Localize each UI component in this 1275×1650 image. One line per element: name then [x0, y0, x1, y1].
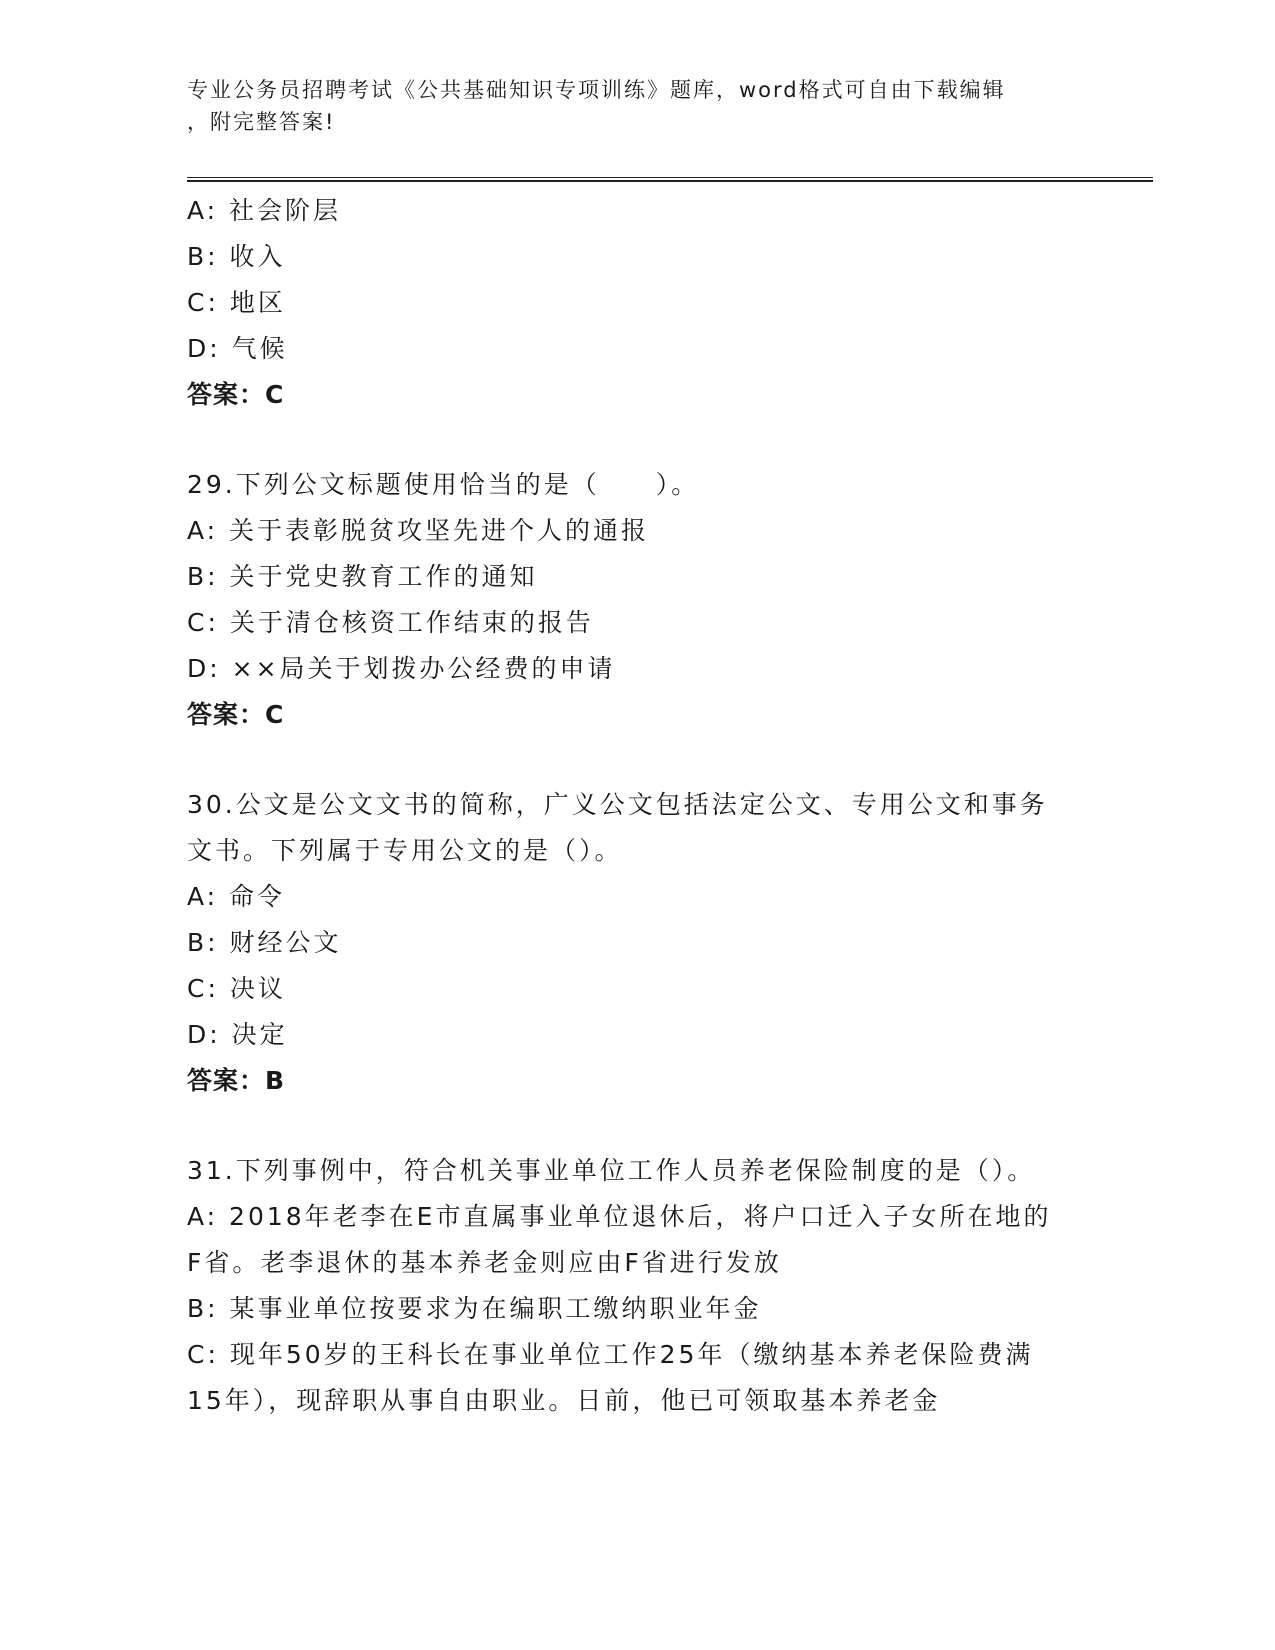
option-b: B: 关于党史教育工作的通知 [187, 562, 538, 591]
question-stem-continued: 文书。下列属于专用公文的是（）。 [187, 836, 623, 865]
option-a: A: 关于表彰脱贫攻坚先进个人的通报 [187, 516, 650, 545]
page-header [187, 74, 1067, 138]
option-d: D: 气候 [187, 334, 288, 363]
question-30 [187, 782, 1087, 1104]
option-b: B: 收入 [187, 242, 286, 271]
question-31 [187, 1148, 1087, 1424]
question-content [187, 188, 1087, 1424]
question-stem: 31.下列事例中，符合机关事业单位工作人员养老保险制度的是（）。 [187, 1156, 1036, 1185]
option-a-continued: F省。老李退休的基本养老金则应由F省进行发放 [187, 1248, 782, 1277]
option-a: A: 2018年老李在E市直属事业单位退休后，将户口迁入子女所在地的 [187, 1202, 1052, 1231]
option-c: C: 关于清仓核资工作结束的报告 [187, 608, 594, 637]
option-b: B: 某事业单位按要求为在编职工缴纳职业年金 [187, 1294, 762, 1323]
question-29 [187, 462, 1087, 738]
option-c: C: 地区 [187, 288, 286, 317]
question-stem: 29.下列公文标题使用恰当的是（ ）。 [187, 470, 700, 499]
option-a: A: 命令 [187, 882, 286, 911]
question-stem: 30.公文是公文文书的简称，广义公文包括法定公文、专用公文和事务 [187, 790, 1048, 819]
answer: 答案：C [187, 700, 285, 729]
option-c: C: 现年50岁的王科长在事业单位工作25年（缴纳基本养老保险费满 [187, 1340, 1034, 1369]
option-c-continued: 15年），现辞职从事自由职业。日前，他已可领取基本养老金 [187, 1386, 941, 1415]
option-c: C: 决议 [187, 974, 286, 1003]
header-divider [187, 177, 1153, 182]
answer: 答案：B [187, 1066, 286, 1095]
option-d: D: 决定 [187, 1020, 288, 1049]
option-a: A: 社会阶层 [187, 196, 342, 225]
header-line-1: 专业公务员招聘考试《公共基础知识专项训练》题库，word格式可自由下载编辑 [187, 78, 1006, 102]
option-d: D: ××局关于划拨办公经费的申请 [187, 654, 616, 683]
question-28-options [187, 188, 1087, 418]
header-line-2: ，附完整答案! [187, 110, 336, 134]
option-b: B: 财经公文 [187, 928, 342, 957]
answer: 答案：C [187, 380, 285, 409]
